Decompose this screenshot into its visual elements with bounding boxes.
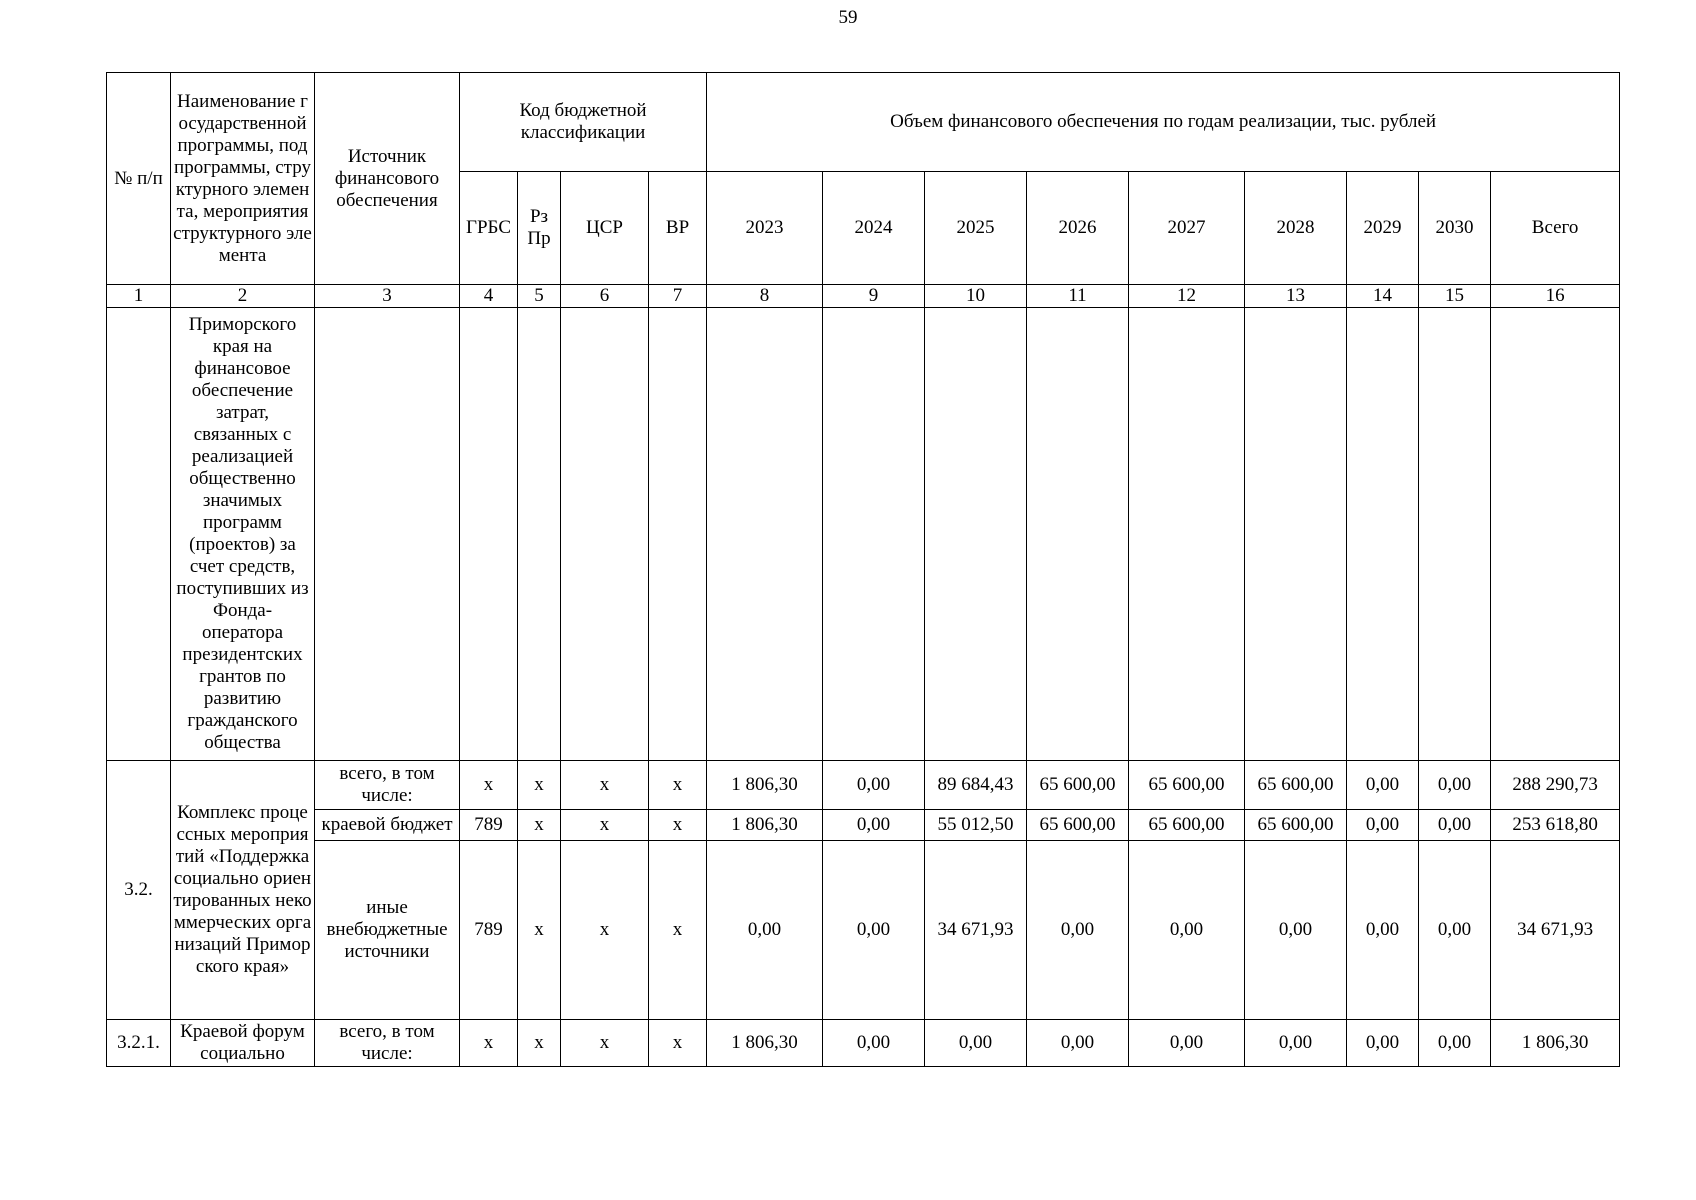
column-number: 12 [1129, 285, 1245, 308]
item-number-3-2: 3.2. [107, 761, 171, 1020]
cell-empty [107, 308, 171, 761]
value-2027: 0,00 [1129, 841, 1245, 1020]
vr-cell: x [649, 761, 707, 810]
value-2026: 65 600,00 [1027, 761, 1129, 810]
source-cell: иные внебюджетные источники [315, 841, 460, 1020]
financing-table [106, 72, 1620, 1067]
value-2024: 0,00 [823, 761, 925, 810]
header-total: Всего [1491, 172, 1620, 285]
header-grbs: ГРБС [460, 172, 518, 285]
source-cell: всего, в том числе: [315, 1020, 460, 1067]
column-number: 3 [315, 285, 460, 308]
value-2028: 65 600,00 [1245, 810, 1347, 841]
item-name-3-2-1: Краевой форум социально [171, 1020, 315, 1067]
rzpr-cell: x [518, 810, 561, 841]
value-2027: 65 600,00 [1129, 810, 1245, 841]
value-total: 288 290,73 [1491, 761, 1620, 810]
header-year-2029: 2029 [1347, 172, 1419, 285]
cell-empty [561, 308, 649, 761]
cell-empty [1245, 308, 1347, 761]
cell-empty [315, 308, 460, 761]
column-number: 2 [171, 285, 315, 308]
vr-cell: x [649, 1020, 707, 1067]
value-2026: 0,00 [1027, 841, 1129, 1020]
header-year-2025: 2025 [925, 172, 1027, 285]
header-year-2026: 2026 [1027, 172, 1129, 285]
column-number: 13 [1245, 285, 1347, 308]
grbs-cell: x [460, 761, 518, 810]
value-total: 34 671,93 [1491, 841, 1620, 1020]
value-2029: 0,00 [1347, 841, 1419, 1020]
table-row-continuation [107, 308, 1620, 761]
table-row-3-2-regional [107, 810, 1620, 841]
value-2023: 0,00 [707, 841, 823, 1020]
value-2024: 0,00 [823, 1020, 925, 1067]
grbs-cell: 789 [460, 810, 518, 841]
header-num: № п/п [107, 73, 171, 285]
column-number: 7 [649, 285, 707, 308]
value-2023: 1 806,30 [707, 1020, 823, 1067]
rzpr-cell: x [518, 1020, 561, 1067]
table-row-3-2-total [107, 761, 1620, 810]
value-2024: 0,00 [823, 810, 925, 841]
value-2026: 65 600,00 [1027, 810, 1129, 841]
cell-empty [1491, 308, 1620, 761]
value-2026: 0,00 [1027, 1020, 1129, 1067]
header-volume: Объем финансового обеспечения по годам реализации, тыс. рублей [707, 73, 1620, 172]
value-2024: 0,00 [823, 841, 925, 1020]
header-year-2030: 2030 [1419, 172, 1491, 285]
cell-empty [649, 308, 707, 761]
header-year-2023: 2023 [707, 172, 823, 285]
source-cell: краевой бюджет [315, 810, 460, 841]
value-2023: 1 806,30 [707, 761, 823, 810]
item-name-3-2: Комплекс процессных мероприятий «Поддержка социально ориентированных некоммерческих организаций Приморского края» [171, 761, 315, 1020]
cell-empty [1347, 308, 1419, 761]
cell-empty [518, 308, 561, 761]
header-source: Источник финансового обеспечения [315, 73, 460, 285]
header-vr: ВР [649, 172, 707, 285]
cell-empty [925, 308, 1027, 761]
source-cell: всего, в том числе: [315, 761, 460, 810]
value-total: 253 618,80 [1491, 810, 1620, 841]
header-rzpr: Рз Пр [518, 172, 561, 285]
value-2029: 0,00 [1347, 761, 1419, 810]
column-numbers-row [107, 285, 1620, 308]
column-number: 11 [1027, 285, 1129, 308]
item-number-3-2-1: 3.2.1. [107, 1020, 171, 1067]
rzpr-cell: x [518, 841, 561, 1020]
value-2030: 0,00 [1419, 761, 1491, 810]
cell-empty [460, 308, 518, 761]
column-number: 14 [1347, 285, 1419, 308]
value-2027: 0,00 [1129, 1020, 1245, 1067]
value-2028: 65 600,00 [1245, 761, 1347, 810]
value-2023: 1 806,30 [707, 810, 823, 841]
column-number: 8 [707, 285, 823, 308]
header-year-2027: 2027 [1129, 172, 1245, 285]
grbs-cell: x [460, 1020, 518, 1067]
grbs-cell: 789 [460, 841, 518, 1020]
column-number: 5 [518, 285, 561, 308]
table-row-3-2-extrabudgetary [107, 841, 1620, 1020]
cell-empty [1419, 308, 1491, 761]
value-2025: 55 012,50 [925, 810, 1027, 841]
column-number: 6 [561, 285, 649, 308]
cell-empty [707, 308, 823, 761]
vr-cell: x [649, 810, 707, 841]
header-row-1 [107, 73, 1620, 172]
item-name-continuation: Приморского края на финансовое обеспечение затрат, связанных с реализацией общественно значимых программ (проектов) за счет средств, поступивших из Фонда-оператора президентских грантов по развитию гражданского общества [171, 308, 315, 761]
column-number: 15 [1419, 285, 1491, 308]
csr-cell: x [561, 841, 649, 1020]
cell-empty [1129, 308, 1245, 761]
value-2029: 0,00 [1347, 810, 1419, 841]
value-2030: 0,00 [1419, 841, 1491, 1020]
vr-cell: x [649, 841, 707, 1020]
table-row-3-2-1-total [107, 1020, 1620, 1067]
value-2025: 89 684,43 [925, 761, 1027, 810]
header-year-2028: 2028 [1245, 172, 1347, 285]
value-2028: 0,00 [1245, 1020, 1347, 1067]
value-2025: 34 671,93 [925, 841, 1027, 1020]
value-2027: 65 600,00 [1129, 761, 1245, 810]
header-budget-codes: Код бюджетной классификации [460, 73, 707, 172]
column-number: 16 [1491, 285, 1620, 308]
header-name: Наименование государственной программы, подпрограммы, структурного элемента, мероприятия структурного элемента [171, 73, 315, 285]
column-number: 1 [107, 285, 171, 308]
csr-cell: x [561, 1020, 649, 1067]
value-2029: 0,00 [1347, 1020, 1419, 1067]
csr-cell: x [561, 761, 649, 810]
rzpr-cell: x [518, 761, 561, 810]
header-year-2024: 2024 [823, 172, 925, 285]
cell-empty [1027, 308, 1129, 761]
value-2030: 0,00 [1419, 1020, 1491, 1067]
column-number: 9 [823, 285, 925, 308]
cell-empty [823, 308, 925, 761]
value-2028: 0,00 [1245, 841, 1347, 1020]
value-total: 1 806,30 [1491, 1020, 1620, 1067]
value-2030: 0,00 [1419, 810, 1491, 841]
csr-cell: x [561, 810, 649, 841]
column-number: 4 [460, 285, 518, 308]
column-number: 10 [925, 285, 1027, 308]
page-number: 59 [838, 7, 858, 28]
value-2025: 0,00 [925, 1020, 1027, 1067]
header-csr: ЦСР [561, 172, 649, 285]
